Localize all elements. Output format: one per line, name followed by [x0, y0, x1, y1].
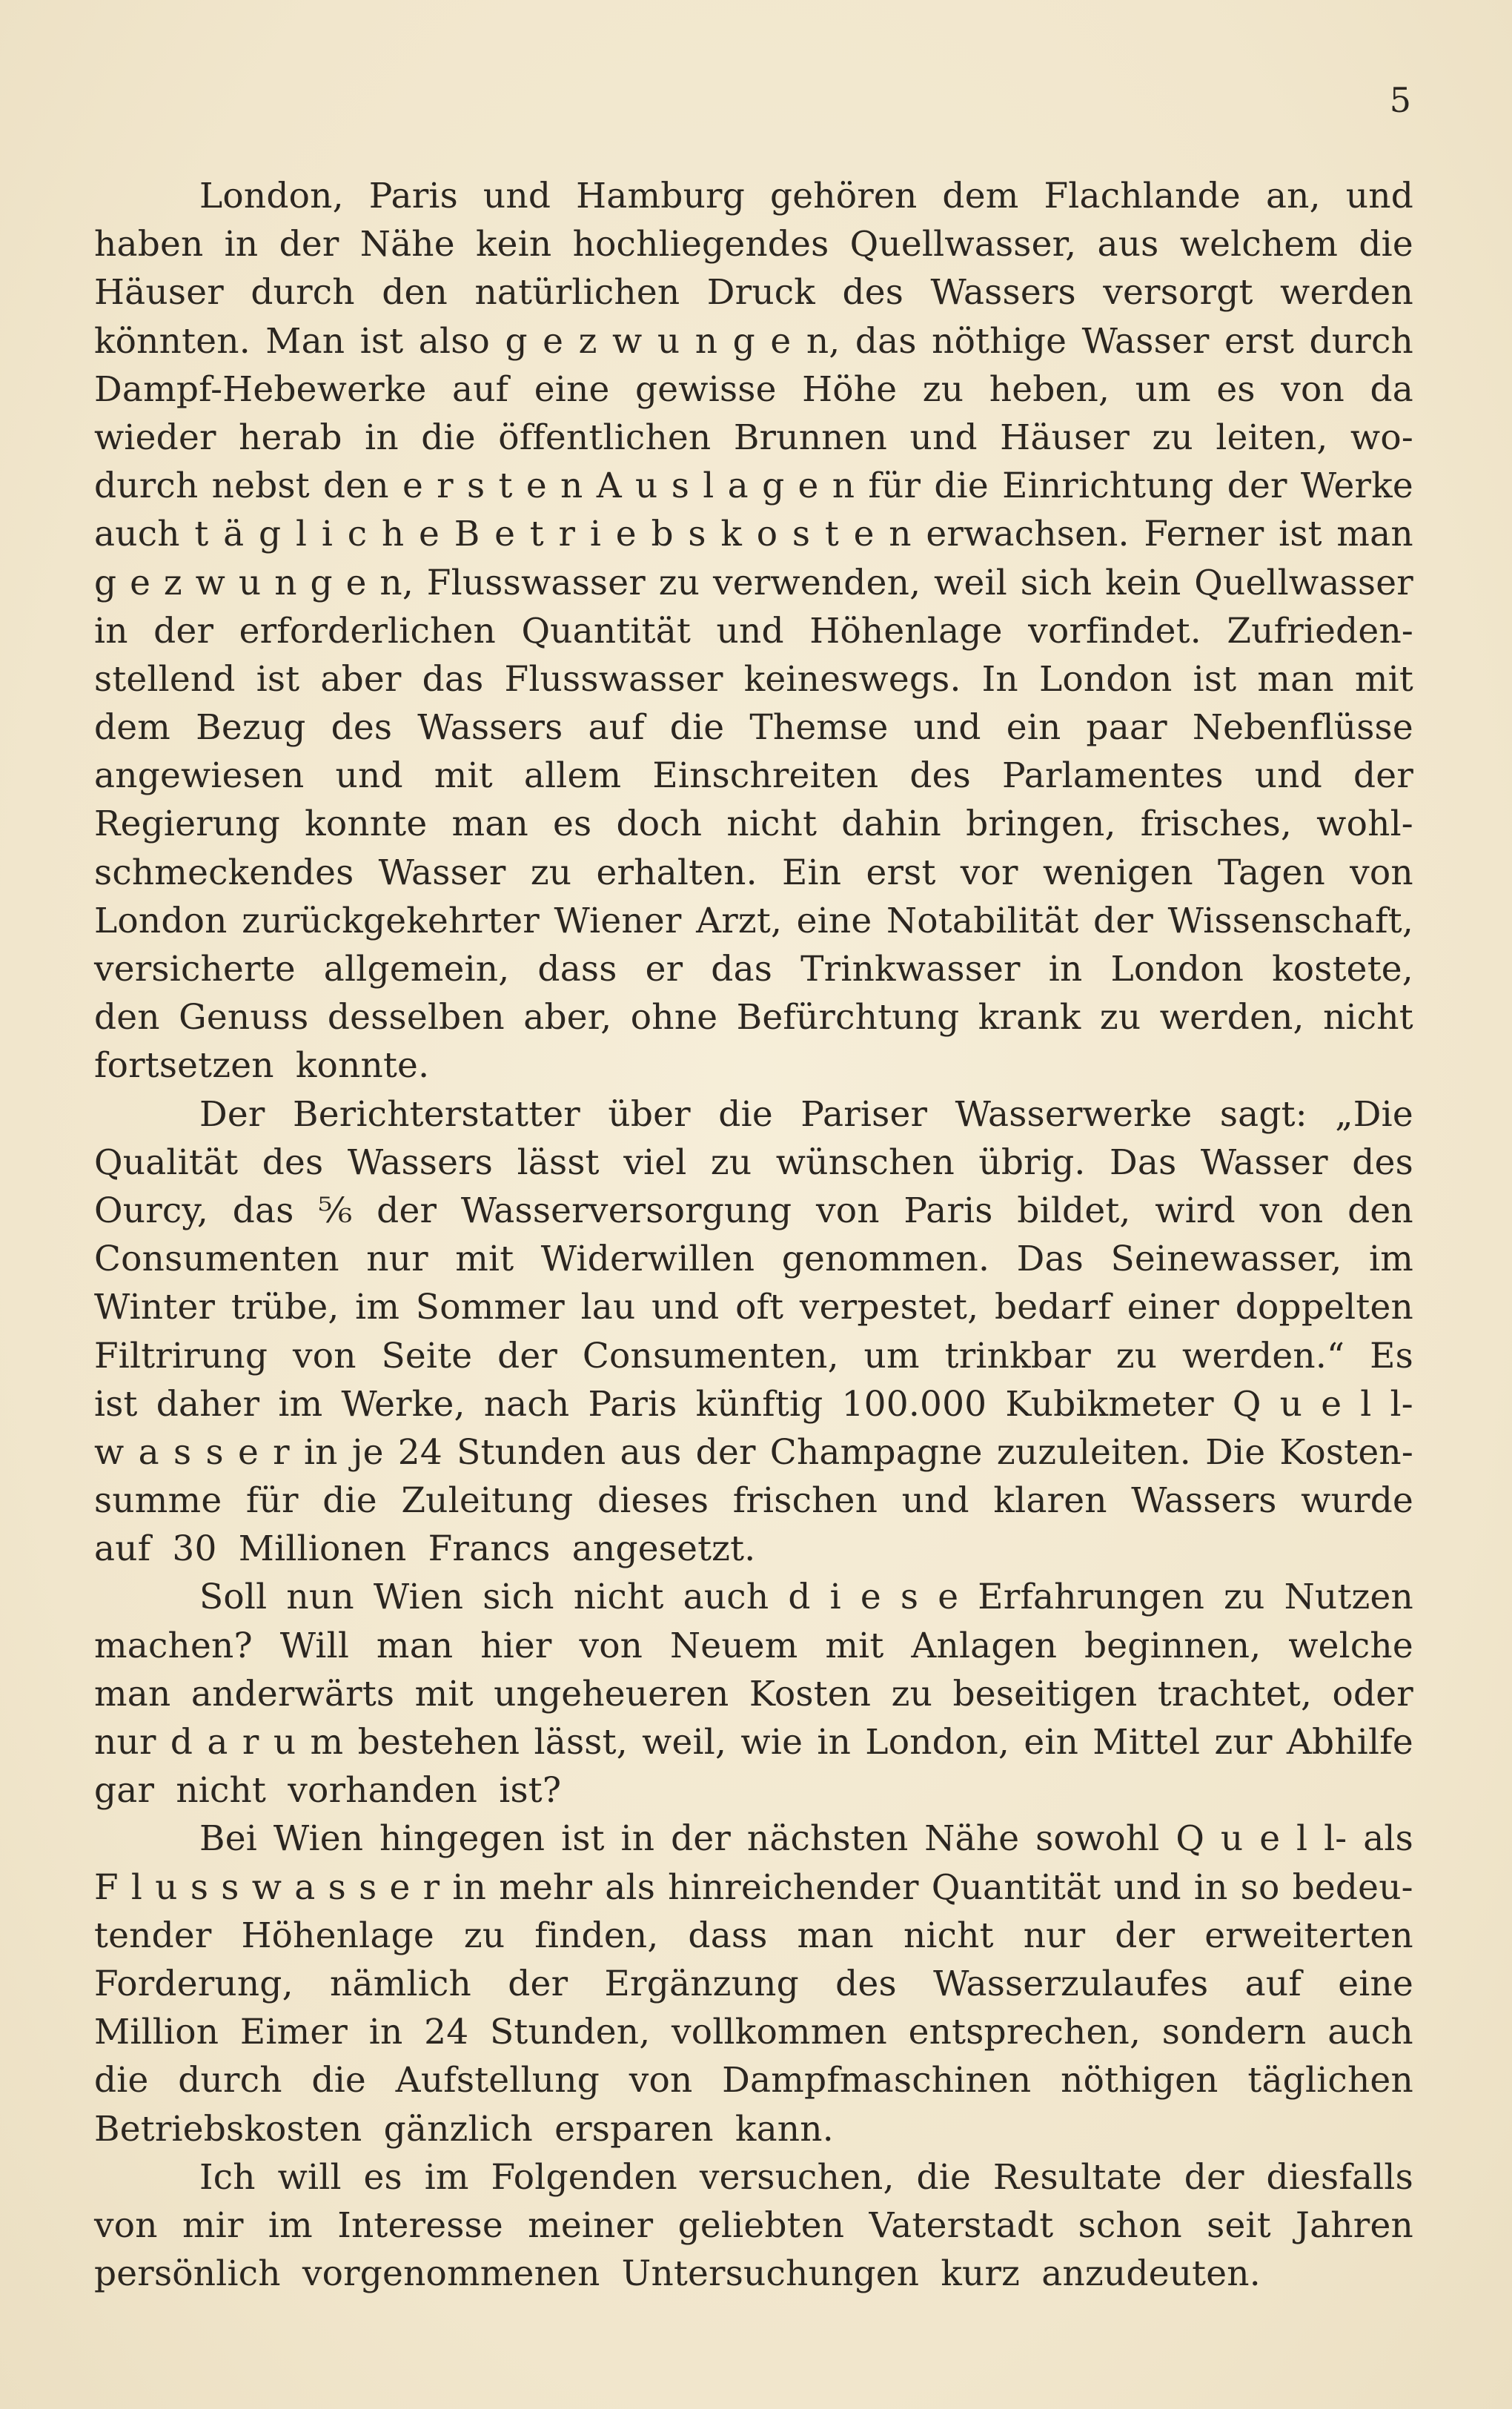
text-line: auch t ä g l i c h e B e t r i e b s k o s t e n erwachsen. Ferner ist man [94, 514, 1413, 555]
text-line: Qualität des Wassers lässt viel zu wünschen übrig. Das Wasser des [94, 1141, 1413, 1183]
text-line: Ich will es im Folgenden versuchen, die Resultate der diesfalls [199, 2156, 1413, 2198]
text-line: angewiesen und mit allem Einschreiten des Parlamentes und der [94, 755, 1413, 797]
text-line: durch nebst den e r s t e n A u s l a g e n für die Einrichtung der Werke [94, 465, 1413, 507]
text-line: ist daher im Werke, nach Paris künftig 100.000 Kubikmeter Q u e l l- [94, 1383, 1413, 1425]
text-line: versicherte allgemein, dass er das Trinkwasser in London kostete, [94, 949, 1413, 990]
text-line: Forderung, nämlich der Ergänzung des Wasserzulaufes auf eine [94, 1963, 1413, 2004]
text-line: Filtrirung von Seite der Consumenten, um trinkbar zu werden.“ Es [94, 1335, 1413, 1376]
text-line: wieder herab in die öffentlichen Brunnen und Häuser zu leiten, wo- [94, 417, 1413, 458]
text-line: Ourcy, das ⁵⁄₆ der Wasserversorgung von Paris bildet, wird von den [94, 1190, 1413, 1231]
text-line: dem Bezug des Wassers auf die Themse und ein paar Nebenflüsse [94, 707, 1413, 749]
text-line: g e z w u n g e n, Flusswasser zu verwenden, weil sich kein Quellwasser [94, 562, 1413, 603]
text-line: könnten. Man ist also g e z w u n g e n, das nöthige Wasser erst durch [94, 320, 1413, 362]
text-line: Soll nun Wien sich nicht auch d i e s e Erfahrungen zu Nutzen [199, 1577, 1413, 1618]
text-line: schmeckendes Wasser zu erhalten. Ein erst vor wenigen Tagen von [94, 852, 1413, 893]
text-line: summe für die Zuleitung dieses frischen und klaren Wassers wurde [94, 1480, 1413, 1522]
text-line: Winter trübe, im Sommer lau und oft verpestet, bedarf einer doppelten [94, 1287, 1413, 1328]
page-number: 5 [1389, 80, 1411, 120]
text-line: Regierung konnte man es doch nicht dahin bringen, frisches, wohl- [94, 803, 1413, 845]
text-line: Dampf-Hebewerke auf eine gewisse Höhe zu heben, um es von da [94, 368, 1413, 410]
text-line: man anderwärts mit ungeheueren Kosten zu beseitigen trachtet, oder [94, 1673, 1413, 1714]
text-line: den Genuss desselben aber, ohne Befürchtung krank zu werden, nicht [94, 997, 1413, 1038]
text-line: machen? Will man hier von Neuem mit Anlagen beginnen, welche [94, 1625, 1413, 1666]
text-line: in der erforderlichen Quantität und Höhenlage vorfindet. Zufrieden- [94, 610, 1413, 652]
text-line: stellend ist aber das Flusswasser keineswegs. In London ist man mit [94, 658, 1413, 700]
text-line: London, Paris und Hamburg gehören dem Flachlande an, und [199, 176, 1413, 216]
text-line: persönlich vorgenommenen Untersuchungen kurz anzudeuten. [94, 2253, 1261, 2295]
text-line: auf 30 Millionen Francs angesetzt. [94, 1528, 756, 1570]
text-line: nur d a r u m bestehen lässt, weil, wie in London, ein Mittel zur Abhilfe [94, 1722, 1413, 1763]
text-line: von mir im Interesse meiner geliebten Vaterstadt schon seit Jahren [94, 2204, 1413, 2246]
text-line: haben in der Nähe kein hochliegendes Quellwasser, aus welchem die [94, 224, 1413, 265]
text-line: Million Eimer in 24 Stunden, vollkommen entsprechen, sondern auch [94, 2012, 1413, 2053]
text-line: Betriebskosten gänzlich ersparen kann. [94, 2108, 834, 2150]
text-line: Der Berichterstatter über die Pariser Wasserwerke sagt: „Die [199, 1093, 1413, 1135]
text-line: Consumenten nur mit Widerwillen genommen. Das Seinewasser, im [94, 1239, 1413, 1280]
text-line: gar nicht vorhanden ist? [94, 1770, 562, 1812]
text-line: w a s s e r in je 24 Stunden aus der Champagne zuzuleiten. Die Kosten- [94, 1431, 1413, 1473]
text-line: tender Höhenlage zu finden, dass man nicht nur der erweiterten [94, 1915, 1413, 1956]
body-text [94, 172, 1413, 2298]
text-line: die durch die Aufstellung von Dampfmaschinen nöthigen täglichen [94, 2060, 1413, 2101]
text-line: London zurückgekehrter Wiener Arzt, eine Notabilität der Wissenschaft, [94, 900, 1413, 941]
text-line: Häuser durch den natürlichen Druck des Wassers versorgt werden [94, 272, 1413, 314]
text-line: Bei Wien hingegen ist in der nächsten Nähe sowohl Q u e l l- als [199, 1818, 1413, 1860]
text-line: F l u s s w a s s e r in mehr als hinreichender Quantität und in so bedeu- [94, 1866, 1413, 1908]
text-line: fortsetzen konnte. [94, 1045, 430, 1087]
